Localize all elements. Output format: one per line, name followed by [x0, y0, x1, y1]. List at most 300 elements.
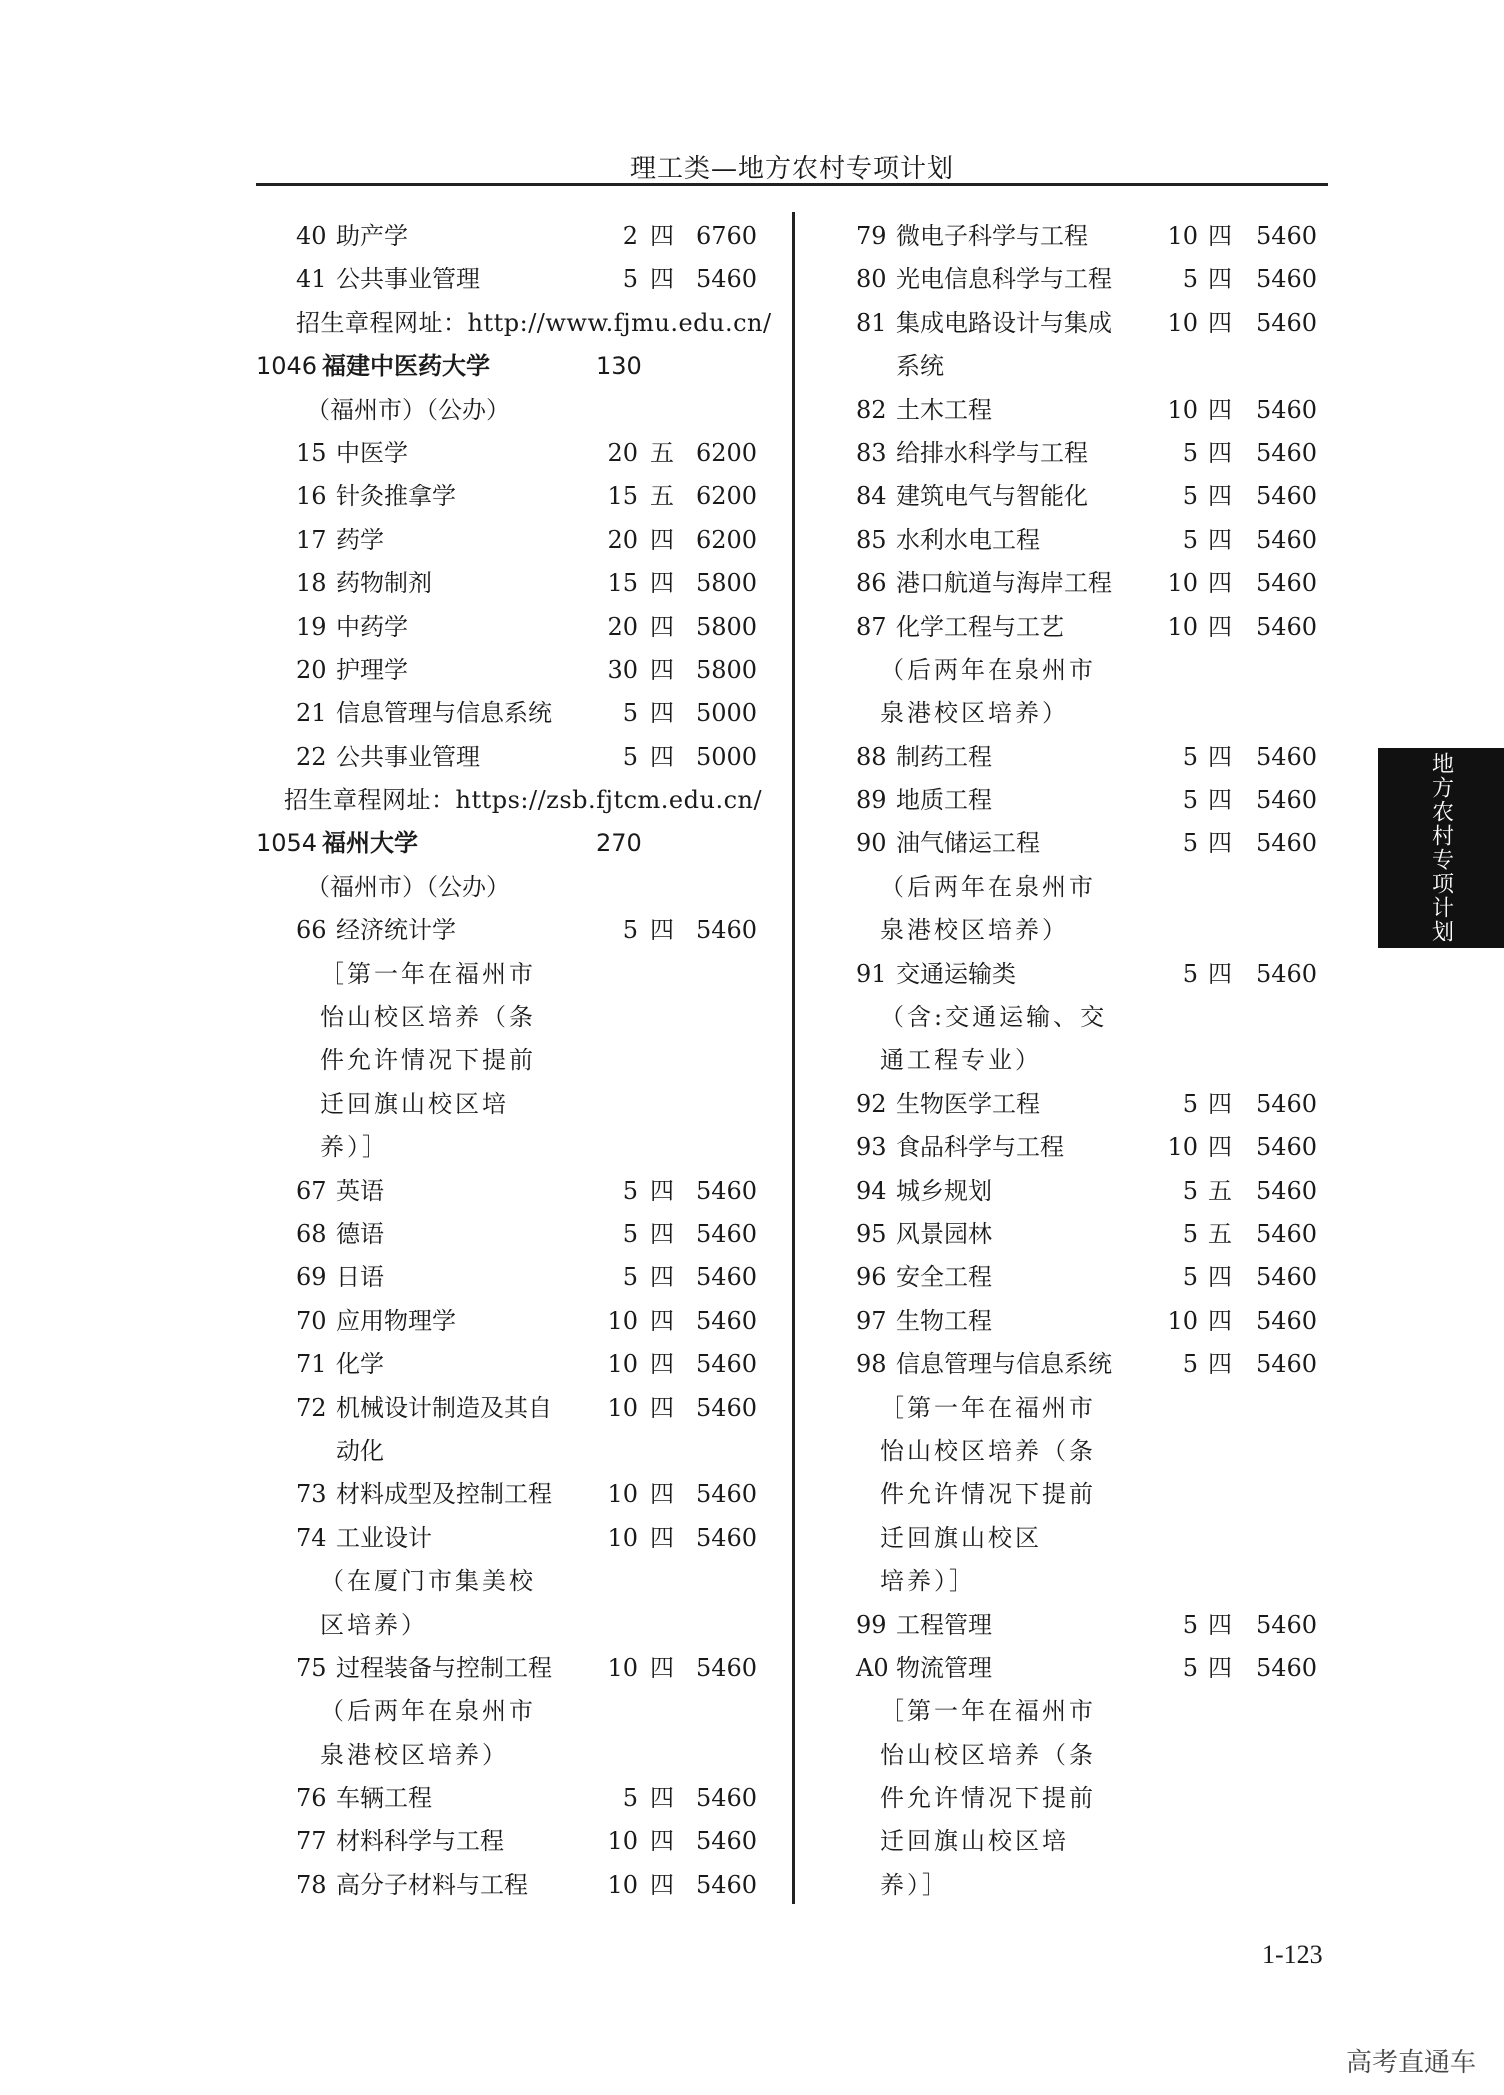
- major-row: [816, 562, 1336, 605]
- major-years: 四: [1208, 1263, 1232, 1292]
- major-note-row: [816, 1734, 1336, 1777]
- major-quota: 10: [1167, 569, 1198, 598]
- major-name: 制药工程: [896, 742, 992, 771]
- major-fee: 5460: [696, 1480, 758, 1509]
- major-quota: 20: [607, 612, 638, 641]
- major-code: 88: [856, 742, 887, 771]
- major-quota: 10: [1167, 1306, 1198, 1335]
- major-note-row: [816, 1473, 1336, 1516]
- major-years: 四: [1208, 265, 1232, 294]
- major-name: 中药学: [336, 612, 408, 641]
- left-column: [256, 215, 776, 1907]
- major-note-row: [256, 1604, 776, 1647]
- major-fee: 6200: [696, 525, 758, 554]
- major-name: 经济统计学: [336, 916, 456, 945]
- major-code: 17: [296, 525, 327, 554]
- university-row: [256, 345, 776, 388]
- major-note: ［第一年在福州市: [320, 959, 536, 988]
- major-code: 66: [296, 916, 327, 945]
- major-note: （后两年在泉州市: [320, 1697, 536, 1726]
- major-name: 工程管理: [896, 1610, 992, 1639]
- major-name: 助产学: [336, 222, 408, 250]
- major-quota: 10: [1167, 1133, 1198, 1162]
- major-code: 81: [856, 308, 887, 337]
- major-note: 养）］: [320, 1133, 389, 1162]
- major-fee: 5460: [696, 1393, 758, 1422]
- major-note-row: [816, 1690, 1336, 1733]
- major-row: [816, 779, 1336, 822]
- major-years: 四: [650, 1393, 674, 1422]
- major-code: 92: [856, 1089, 887, 1118]
- major-fee: 5460: [1256, 829, 1318, 858]
- major-fee: 5460: [1256, 1089, 1318, 1118]
- major-note: 迁回旗山校区培: [320, 1089, 509, 1118]
- major-code: 67: [296, 1176, 327, 1205]
- major-note-row: [816, 909, 1336, 952]
- major-code: 79: [856, 222, 887, 250]
- major-name: 交通运输类: [896, 959, 1016, 988]
- major-name: 水利水电工程: [896, 525, 1040, 554]
- major-row: [256, 562, 776, 605]
- major-code: 93: [856, 1133, 887, 1162]
- major-row: [256, 519, 776, 562]
- major-name: 材料科学与工程: [336, 1827, 504, 1856]
- major-quota: 15: [607, 482, 638, 511]
- major-quota: 5: [1182, 1176, 1198, 1205]
- major-name: 建筑电气与智能化: [896, 482, 1088, 511]
- major-name: 物流管理: [896, 1653, 992, 1682]
- major-quota: 10: [1167, 395, 1198, 424]
- major-code: 15: [296, 438, 327, 467]
- major-name: 信息管理与信息系统: [336, 699, 552, 728]
- major-years: 四: [650, 1176, 674, 1205]
- major-code: 80: [856, 265, 887, 294]
- major-code: 97: [856, 1306, 887, 1335]
- major-name: 针灸推拿学: [336, 482, 456, 511]
- major-years: 四: [1208, 482, 1232, 511]
- major-fee: 5460: [696, 1263, 758, 1292]
- major-years: 四: [650, 1306, 674, 1335]
- major-name: 车辆工程: [336, 1784, 432, 1813]
- major-code: 84: [856, 482, 887, 511]
- major-row: [256, 1170, 776, 1213]
- major-row: [256, 475, 776, 518]
- major-code: 21: [296, 699, 327, 728]
- major-name: 生物工程: [896, 1306, 992, 1335]
- major-note-row: [816, 1430, 1336, 1473]
- major-years: 五: [650, 438, 674, 467]
- major-years: 四: [1208, 569, 1232, 598]
- right-column: [816, 215, 1336, 1907]
- major-name: 药物制剂: [336, 569, 432, 598]
- major-code: 99: [856, 1610, 887, 1639]
- major-row: [256, 1387, 776, 1430]
- major-code: 76: [296, 1784, 327, 1813]
- major-code: 71: [296, 1350, 327, 1379]
- major-code: A0: [856, 1653, 889, 1682]
- major-quota: 5: [1182, 959, 1198, 988]
- major-code: 70: [296, 1306, 327, 1335]
- university-location-row: [256, 389, 776, 432]
- major-years: 四: [650, 1480, 674, 1509]
- major-row: [256, 432, 776, 475]
- major-name-continuation-row: [256, 1430, 776, 1473]
- major-note: 通工程专业）: [880, 1046, 1042, 1075]
- major-row: [816, 1126, 1336, 1169]
- major-fee: 5460: [1256, 569, 1318, 598]
- major-name: 工业设计: [336, 1523, 432, 1552]
- major-quota: 5: [1182, 1219, 1198, 1248]
- major-name: 油气储运工程: [896, 829, 1040, 858]
- major-name: 公共事业管理: [336, 742, 480, 771]
- major-fee: 5460: [1256, 438, 1318, 467]
- major-note-row: [816, 1820, 1336, 1863]
- page-header-title: 理工类—地方农村专项计划: [629, 154, 954, 184]
- admission-url: 招生章程网址：https://zsb.fjtcm.edu.cn/: [284, 786, 763, 815]
- major-fee: 5460: [1256, 612, 1318, 641]
- major-note: 件允许情况下提前: [880, 1480, 1096, 1509]
- major-fee: 5460: [696, 1176, 758, 1205]
- major-row: [256, 692, 776, 735]
- major-quota: 20: [607, 438, 638, 467]
- major-code: 40: [296, 222, 327, 250]
- major-years: 四: [1208, 959, 1232, 988]
- major-fee: 5460: [1256, 742, 1318, 771]
- major-years: 四: [1208, 1306, 1232, 1335]
- major-name: 药学: [336, 525, 384, 554]
- major-name: 集成电路设计与集成: [896, 308, 1112, 337]
- admission-url-row: [256, 779, 776, 822]
- major-fee: 6200: [696, 482, 758, 511]
- major-quota: 5: [622, 742, 638, 771]
- major-note: 件允许情况下提前: [320, 1046, 536, 1075]
- major-note: 怡山校区培养（条: [880, 1740, 1096, 1769]
- major-fee: 5460: [1256, 1263, 1318, 1292]
- major-quota: 5: [1182, 525, 1198, 554]
- major-fee: 5460: [1256, 308, 1318, 337]
- major-note-row: [816, 1517, 1336, 1560]
- major-row: [816, 606, 1336, 649]
- major-row: [256, 736, 776, 779]
- major-name: 风景园林: [896, 1219, 992, 1248]
- major-years: 四: [1208, 829, 1232, 858]
- major-years: 四: [1208, 742, 1232, 771]
- major-name: 日语: [336, 1263, 384, 1292]
- major-years: 四: [650, 525, 674, 554]
- major-years: 四: [650, 1870, 674, 1899]
- major-name: 食品科学与工程: [896, 1133, 1064, 1162]
- major-note-row: [256, 1734, 776, 1777]
- major-note-row: [816, 692, 1336, 735]
- university-name: 福州大学: [322, 829, 418, 858]
- major-years: 四: [650, 222, 674, 250]
- major-row: [256, 258, 776, 301]
- major-name: 港口航道与海岸工程: [896, 569, 1112, 598]
- major-years: 四: [1208, 1610, 1232, 1639]
- major-quota: 5: [622, 1176, 638, 1205]
- watermark: 高考直通车: [1346, 2048, 1477, 2078]
- major-fee: 5460: [1256, 959, 1318, 988]
- major-name: 信息管理与信息系统: [896, 1350, 1112, 1379]
- major-quota: 5: [1182, 482, 1198, 511]
- major-name: 材料成型及控制工程: [336, 1480, 552, 1509]
- major-fee: 5800: [696, 569, 758, 598]
- major-note: 泉港校区培养）: [320, 1740, 509, 1769]
- admission-url: 招生章程网址：http://www.fjmu.edu.cn/: [296, 308, 772, 337]
- major-note: 泉港校区培养）: [880, 699, 1069, 728]
- major-years: 四: [650, 1350, 674, 1379]
- major-fee: 5460: [1256, 1133, 1318, 1162]
- major-quota: 10: [607, 1306, 638, 1335]
- major-fee: 5800: [696, 612, 758, 641]
- major-fee: 5460: [1256, 786, 1318, 815]
- major-note-row: [816, 649, 1336, 692]
- major-code: 73: [296, 1480, 327, 1509]
- major-row: [816, 1300, 1336, 1343]
- major-years: 四: [650, 742, 674, 771]
- major-fee: 5000: [696, 742, 758, 771]
- major-fee: 5460: [696, 1870, 758, 1899]
- major-years: 四: [1208, 786, 1232, 815]
- major-code: 74: [296, 1523, 327, 1552]
- major-note: 迁回旗山校区培: [880, 1827, 1069, 1856]
- major-quota: 5: [1182, 1350, 1198, 1379]
- major-name: 过程装备与控制工程: [336, 1653, 552, 1682]
- major-fee: 5460: [1256, 265, 1318, 294]
- major-years: 四: [650, 1784, 674, 1813]
- major-fee: 5460: [696, 1784, 758, 1813]
- major-code: 96: [856, 1263, 887, 1292]
- major-quota: 5: [1182, 742, 1198, 771]
- major-fee: 5460: [1256, 222, 1318, 250]
- major-fee: 5000: [696, 699, 758, 728]
- major-code: 20: [296, 655, 327, 684]
- major-row: [816, 519, 1336, 562]
- major-code: 18: [296, 569, 327, 598]
- major-row: [256, 649, 776, 692]
- major-quota: 5: [622, 1784, 638, 1813]
- major-code: 98: [856, 1350, 887, 1379]
- major-quota: 5: [622, 265, 638, 294]
- university-name: 福建中医药大学: [322, 352, 490, 381]
- major-note-row: [816, 1777, 1336, 1820]
- university-count: 270: [596, 829, 642, 858]
- major-code: 68: [296, 1219, 327, 1248]
- major-fee: 5460: [1256, 1610, 1318, 1639]
- major-fee: 5460: [1256, 1219, 1318, 1248]
- major-row: [256, 909, 776, 952]
- major-note-row: [256, 1083, 776, 1126]
- major-name: 微电子科学与工程: [896, 222, 1088, 250]
- major-quota: 10: [607, 1350, 638, 1379]
- major-quota: 5: [1182, 1653, 1198, 1682]
- major-years: 四: [650, 699, 674, 728]
- major-note-row: [256, 1039, 776, 1082]
- major-quota: 10: [607, 1523, 638, 1552]
- major-name: 高分子材料与工程: [336, 1870, 528, 1899]
- major-fee: 5460: [1256, 1306, 1318, 1335]
- major-quota: 5: [622, 1263, 638, 1292]
- major-years: 四: [1208, 525, 1232, 554]
- university-location: （福州市）（公办）: [306, 872, 510, 901]
- major-quota: 5: [1182, 829, 1198, 858]
- major-note: ［第一年在福州市: [880, 1697, 1096, 1726]
- major-name-continuation: 系统: [896, 352, 944, 381]
- major-note-row: [256, 1560, 776, 1603]
- major-name: 城乡规划: [896, 1176, 992, 1205]
- major-row: [816, 1647, 1336, 1690]
- major-quota: 5: [1182, 438, 1198, 467]
- major-note-row: [816, 1560, 1336, 1603]
- university-row: [256, 822, 776, 865]
- major-note-row: [256, 996, 776, 1039]
- major-quota: 10: [607, 1827, 638, 1856]
- major-row: [816, 215, 1336, 258]
- major-years: 四: [1208, 222, 1232, 250]
- major-years: 四: [650, 1523, 674, 1552]
- major-years: 四: [650, 916, 674, 945]
- major-name: 土木工程: [896, 395, 992, 424]
- major-row: [256, 215, 776, 258]
- major-note: 培养）］: [880, 1567, 976, 1596]
- major-quota: 5: [622, 916, 638, 945]
- major-row: [816, 432, 1336, 475]
- major-note-row: [816, 1387, 1336, 1430]
- major-code: 77: [296, 1827, 327, 1856]
- major-code: 83: [856, 438, 887, 467]
- major-fee: 5460: [696, 1827, 758, 1856]
- major-years: 四: [650, 1827, 674, 1856]
- major-fee: 5800: [696, 655, 758, 684]
- major-row: [816, 389, 1336, 432]
- major-quota: 5: [622, 699, 638, 728]
- major-years: 四: [1208, 308, 1232, 337]
- major-code: 78: [296, 1870, 327, 1899]
- major-quota: 30: [607, 655, 638, 684]
- major-years: 四: [1208, 438, 1232, 467]
- major-row: [816, 302, 1336, 345]
- major-code: 87: [856, 612, 887, 641]
- major-years: 五: [650, 482, 674, 511]
- major-row: [256, 1777, 776, 1820]
- major-fee: 5460: [696, 1219, 758, 1248]
- major-quota: 5: [1182, 1089, 1198, 1118]
- major-note: 养）］: [880, 1870, 949, 1899]
- major-note: 迁回旗山校区: [880, 1523, 1042, 1552]
- major-row: [256, 1256, 776, 1299]
- major-years: 四: [650, 1653, 674, 1682]
- major-row: [816, 822, 1336, 865]
- major-code: 19: [296, 612, 327, 641]
- major-code: 72: [296, 1393, 327, 1422]
- major-name: 应用物理学: [336, 1306, 456, 1335]
- major-row: [256, 1473, 776, 1516]
- major-row: [816, 1604, 1336, 1647]
- major-row: [816, 953, 1336, 996]
- side-tab-label: 地方农村专项计划: [1428, 752, 1454, 944]
- major-fee: 5460: [1256, 482, 1318, 511]
- major-code: 91: [856, 959, 887, 988]
- major-note-row: [256, 1690, 776, 1733]
- major-quota: 10: [1167, 222, 1198, 250]
- major-fee: 5460: [696, 1306, 758, 1335]
- major-row: [256, 606, 776, 649]
- page-number: 1-123: [1262, 1940, 1323, 1969]
- major-quota: 10: [607, 1393, 638, 1422]
- major-note-row: [816, 1864, 1336, 1907]
- major-row: [816, 475, 1336, 518]
- major-fee: 6200: [696, 438, 758, 467]
- major-row: [256, 1300, 776, 1343]
- major-quota: 5: [1182, 1610, 1198, 1639]
- column-divider: [792, 212, 795, 1904]
- major-code: 22: [296, 742, 327, 771]
- major-row: [256, 1647, 776, 1690]
- major-years: 四: [1208, 395, 1232, 424]
- major-row: [816, 1083, 1336, 1126]
- major-note: （在厦门市集美校: [320, 1567, 536, 1596]
- major-note-row: [816, 866, 1336, 909]
- major-name: 护理学: [336, 655, 408, 684]
- university-code: 1046: [256, 352, 318, 381]
- major-fee: 5460: [696, 1653, 758, 1682]
- major-quota: 10: [1167, 612, 1198, 641]
- major-years: 四: [650, 655, 674, 684]
- major-code: 95: [856, 1219, 887, 1248]
- major-code: 94: [856, 1176, 887, 1205]
- major-code: 89: [856, 786, 887, 815]
- major-code: 69: [296, 1263, 327, 1292]
- major-fee: 5460: [1256, 395, 1318, 424]
- major-quota: 10: [607, 1480, 638, 1509]
- major-name: 化学工程与工艺: [896, 612, 1064, 641]
- major-years: 四: [650, 1219, 674, 1248]
- major-quota: 5: [622, 1219, 638, 1248]
- major-name: 安全工程: [896, 1263, 992, 1292]
- major-fee: 5460: [696, 1523, 758, 1552]
- major-quota: 10: [607, 1870, 638, 1899]
- major-row: [816, 1343, 1336, 1386]
- major-name: 德语: [336, 1219, 384, 1248]
- major-years: 四: [1208, 1089, 1232, 1118]
- university-location-row: [256, 866, 776, 909]
- major-row: [256, 1517, 776, 1560]
- major-note: （后两年在泉州市: [880, 872, 1096, 901]
- major-years: 四: [650, 1263, 674, 1292]
- major-row: [816, 1213, 1336, 1256]
- major-row: [256, 1213, 776, 1256]
- major-years: 四: [1208, 1133, 1232, 1162]
- major-fee: 5460: [1256, 525, 1318, 554]
- major-note: ［第一年在福州市: [880, 1393, 1096, 1422]
- major-code: 90: [856, 829, 887, 858]
- major-years: 四: [1208, 1350, 1232, 1379]
- major-note: （后两年在泉州市: [880, 655, 1096, 684]
- major-quota: 2: [622, 222, 638, 250]
- major-note: 区培养）: [320, 1610, 428, 1639]
- major-code: 75: [296, 1653, 327, 1682]
- major-years: 五: [1208, 1219, 1232, 1248]
- major-name: 光电信息科学与工程: [896, 265, 1112, 294]
- major-code: 86: [856, 569, 887, 598]
- major-quota: 5: [1182, 786, 1198, 815]
- major-note: （含:交通运输、交: [880, 1003, 1108, 1032]
- major-years: 四: [1208, 1653, 1232, 1682]
- major-row: [816, 1170, 1336, 1213]
- university-code: 1054: [256, 829, 318, 858]
- major-note-row: [816, 996, 1336, 1039]
- side-tab: [1378, 748, 1504, 948]
